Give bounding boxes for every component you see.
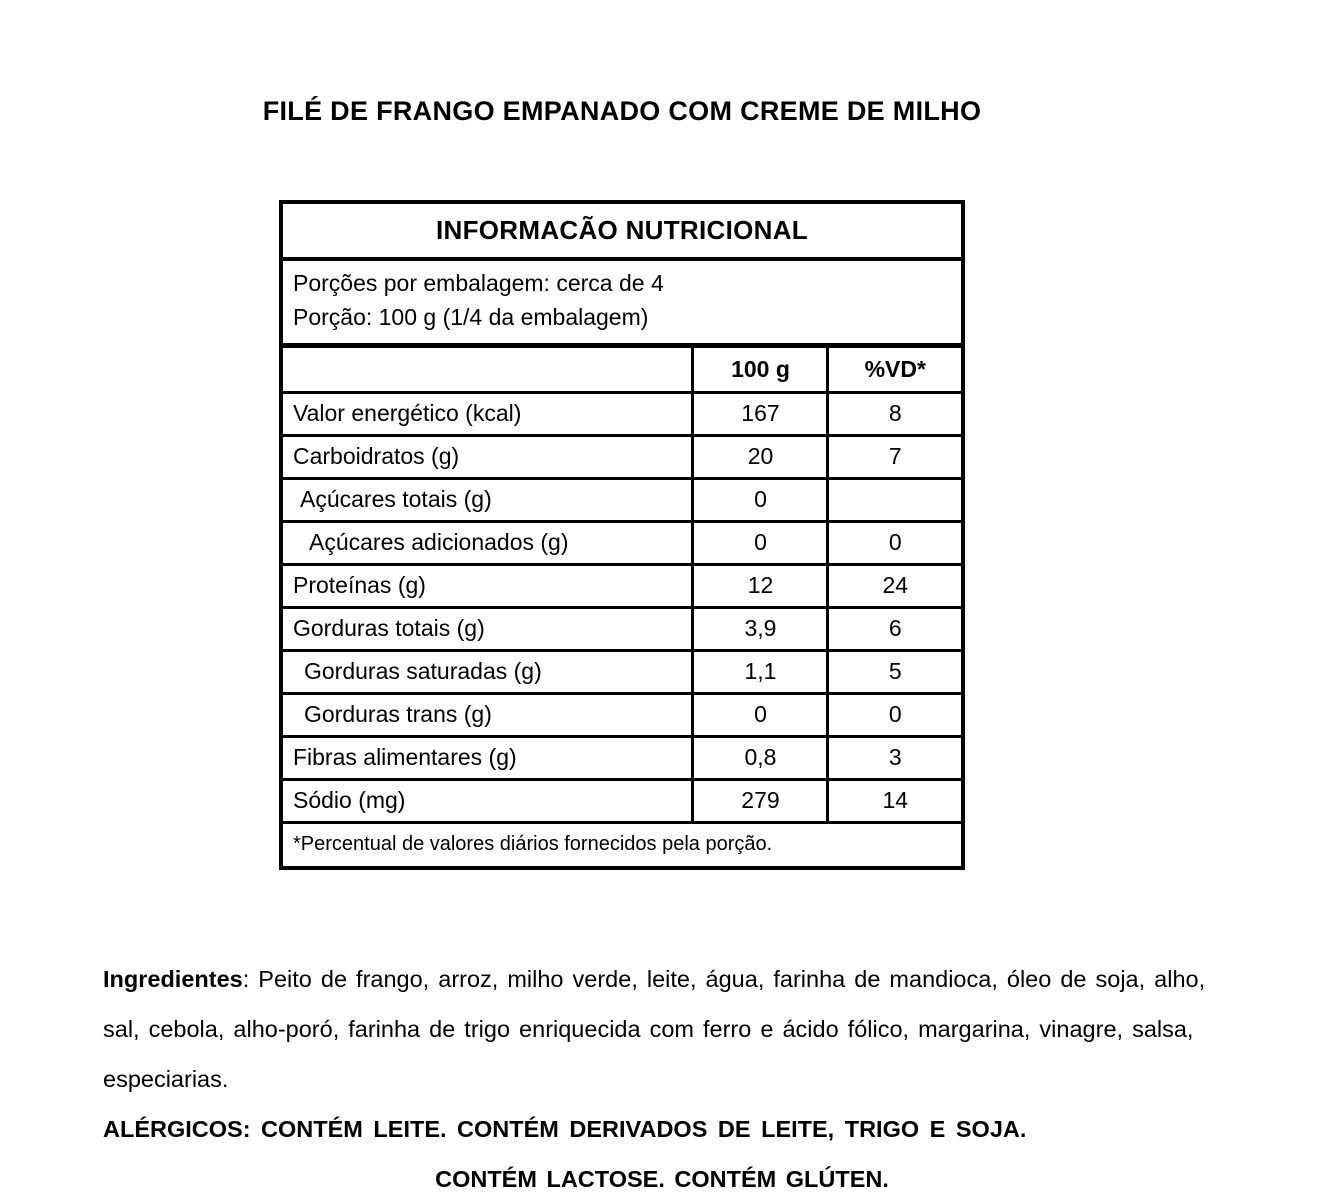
table-row	[281, 479, 963, 522]
nutrient-label: Açúcares adicionados (g)	[281, 522, 693, 565]
nutrient-amount: 20	[693, 436, 828, 479]
table-row	[281, 608, 963, 651]
nutrient-amount: 0	[693, 694, 828, 737]
nutrient-dv: 24	[828, 565, 963, 608]
column-header-blank	[281, 346, 693, 393]
nutrient-amount: 0,8	[693, 737, 828, 780]
nutrient-label: Carboidratos (g)	[281, 436, 693, 479]
ingredients-paragraph	[103, 954, 1221, 1104]
allergens-statement-2: CONTÉM LACTOSE. CONTÉM GLÚTEN.	[435, 1166, 889, 1192]
nutrient-amount: 279	[693, 780, 828, 823]
nutrition-facts-table	[279, 200, 965, 870]
nutrient-dv: 14	[828, 780, 963, 823]
nutrient-label: Gorduras trans (g)	[281, 694, 693, 737]
table-row	[281, 651, 963, 694]
bottom-text-block	[103, 954, 1221, 1204]
nutrient-label: Valor energético (kcal)	[281, 393, 693, 436]
table-row	[281, 393, 963, 436]
footnote-row	[281, 823, 963, 869]
allergens-statement: ALÉRGICOS: CONTÉM LEITE. CONTÉM DERIVADOS DE LEITE, TRIGO E SOJA.	[103, 1116, 1027, 1142]
nutrient-amount: 0	[693, 522, 828, 565]
nutrient-dv: 3	[828, 737, 963, 780]
nutrient-dv	[828, 479, 963, 522]
nutrient-label: Sódio (mg)	[281, 780, 693, 823]
table-row	[281, 522, 963, 565]
column-header-amount: 100 g	[693, 346, 828, 393]
table-row	[281, 694, 963, 737]
column-header-dv: %VD*	[828, 346, 963, 393]
table-row	[281, 737, 963, 780]
serving-size: Porção: 100 g (1/4 da embalagem)	[292, 304, 649, 330]
nutrient-amount: 3,9	[693, 608, 828, 651]
daily-value-footnote: *Percentual de valores diários fornecidos pela porção.	[281, 823, 963, 869]
nutrition-table-title: INFORMACÃO NUTRICIONAL	[281, 202, 963, 259]
nutrient-label: Gorduras totais (g)	[281, 608, 693, 651]
ingredients-label: Ingredientes	[103, 966, 243, 992]
table-row	[281, 780, 963, 823]
nutrient-amount: 12	[693, 565, 828, 608]
nutrient-amount: 1,1	[693, 651, 828, 694]
nutrient-label: Açúcares totais (g)	[281, 479, 693, 522]
page-title: FILÉ DE FRANGO EMPANADO COM CREME DE MILHO	[262, 96, 982, 126]
servings-cell	[281, 259, 963, 346]
nutrition-table-title-row	[281, 202, 963, 259]
servings-per-package: Porções por embalagem: cerca de 4	[292, 270, 664, 296]
nutrient-label: Proteínas (g)	[281, 565, 693, 608]
nutrient-label: Gorduras saturadas (g)	[281, 651, 693, 694]
nutrient-dv: 6	[828, 608, 963, 651]
nutrient-amount: 0	[693, 479, 828, 522]
nutrient-dv: 8	[828, 393, 963, 436]
nutrient-dv: 7	[828, 436, 963, 479]
nutrient-dv: 0	[828, 522, 963, 565]
table-row	[281, 565, 963, 608]
nutrient-dv: 5	[828, 651, 963, 694]
column-header-row	[281, 346, 963, 393]
servings-row	[281, 259, 963, 346]
nutrient-amount: 167	[693, 393, 828, 436]
nutrient-label: Fibras alimentares (g)	[281, 737, 693, 780]
ingredients-text: : Peito de frango, arroz, milho verde, leite, água, farinha de mandioca, óleo de soja, alho, sal, cebola, alho-poró, farinha de trigo enriquecida com ferro e ácido fólico, margarina, vinagre, salsa, especiarias.	[103, 966, 1206, 1092]
table-row	[281, 436, 963, 479]
nutrient-dv: 0	[828, 694, 963, 737]
